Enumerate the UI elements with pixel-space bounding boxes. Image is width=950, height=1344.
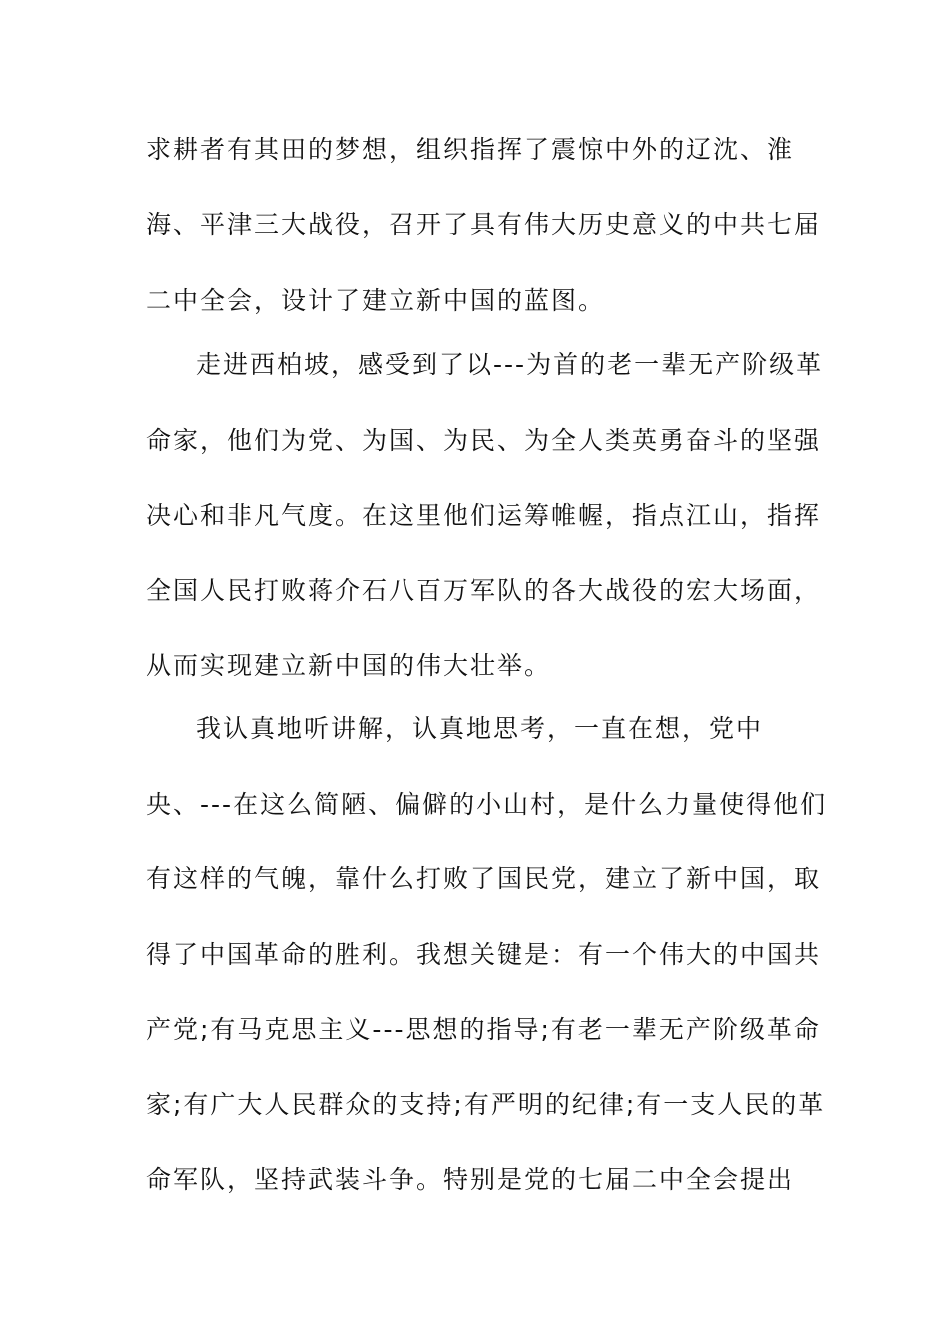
text-line-1: 求耕者有其田的梦想，组织指挥了震惊中外的辽沈、淮 [146, 135, 795, 164]
text-line-12: 得了中国革命的胜利。我想关键是：有一个伟大的中国共 [146, 940, 822, 969]
text-line-3: 二中全会，设计了建立新中国的蓝图。 [146, 286, 606, 315]
text-line-15: 命军队，坚持武装斗争。特别是党的七届二中全会提出 [146, 1165, 795, 1194]
text-line-4: 走进西柏坡，感受到了以---为首的老一辈无产阶级革 [196, 350, 824, 379]
text-line-11: 有这样的气魄，靠什么打败了国民党，建立了新中国，取 [146, 864, 822, 893]
text-line-8: 从而实现建立新中国的伟大壮举。 [146, 651, 552, 680]
text-line-14: 家;有广大人民群众的支持;有严明的纪律;有一支人民的革 [146, 1090, 826, 1119]
text-line-7: 全国人民打败蒋介石八百万军队的各大战役的宏大场面， [146, 576, 822, 605]
text-line-5: 命家，他们为党、为国、为民、为全人类英勇奋斗的坚强 [146, 426, 822, 455]
text-line-6: 决心和非凡气度。在这里他们运筹帷幄，指点江山，指挥 [146, 501, 822, 530]
text-line-13: 产党;有马克思主义---思想的指导;有老一辈无产阶级革命 [146, 1015, 821, 1044]
text-line-2: 海、平津三大战役，召开了具有伟大历史意义的中共七届 [146, 210, 822, 239]
text-line-9: 我认真地听讲解，认真地思考，一直在想，党中 [196, 714, 764, 743]
text-line-10: 央、---在这么简陋、偏僻的小山村，是什么力量使得他们 [146, 790, 828, 819]
